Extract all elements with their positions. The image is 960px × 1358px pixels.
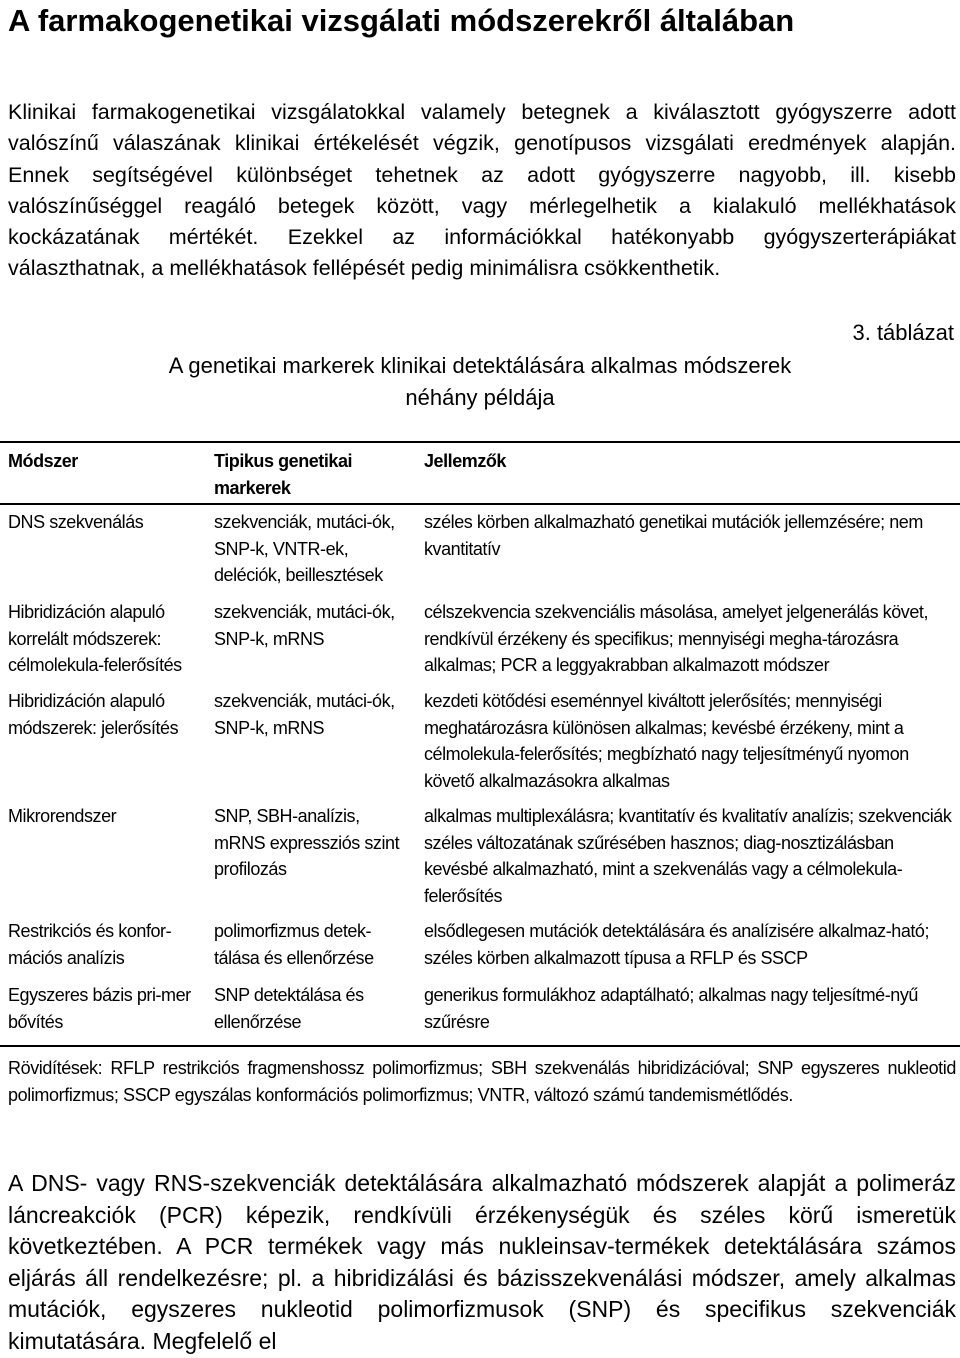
cell-method: DNS szekvenálás	[8, 512, 144, 532]
cell-method: Restrikciós és konfor-mációs analízis	[8, 921, 172, 968]
cell-features: elsődlegesen mutációk detektálására és analízisére alkalmaz-ható; széles körben alkalmazott típusa a RFLP és SSCP	[424, 921, 930, 968]
closing-paragraph: A DNS- vagy RNS-szekvenciák detektálására alkalmazható módszerek alapját a polimeráz láncreakciók (PCR) képezik, rendkívüli érzékenységük és széles körű ismeretük következtében. A PCR termékek vagy más nukleinsav-termékek detektálására számos eljárás áll rendelkezésre; pl. a hibridizálási és bázisszekvenálási módszer, amely alkalmas mutációk, egyszeres nukleotid polimorfizmusok (SNP) és specifikus szekvenciák kimutatására. Megfelelő el	[8, 1170, 956, 1354]
table-title-line2: néhány példája	[405, 385, 555, 410]
cell-method: Mikrorendszer	[8, 806, 117, 826]
table-bottom-rule	[0, 1045, 960, 1047]
header-markers: Tipikus genetikai markerek	[214, 451, 353, 498]
section-heading: A farmakogenetikai vizsgálati módszerekről általában	[8, 3, 795, 38]
table-top-rule	[0, 441, 960, 443]
table-title-line1: A genetikai markerek klinikai detektálására alkalmas módszerek	[168, 353, 792, 378]
table-abbreviations: Rövidítések: RFLP restrikciós fragmenshossz polimorfizmus; SBH szekvenálás hibridizációval; SNP egyszeres nukleotid polimorfizmus; SSCP egyszálas konformációs polimorfizmus; VNTR, változó számú tandemismétlődés.	[8, 1058, 956, 1105]
cell-features: széles körben alkalmazható genetikai mutációk jellemzésére; nem kvantitatív	[424, 512, 923, 559]
table-header-rule	[0, 503, 960, 505]
cell-features: kezdeti kötődési eseménnyel kiváltott jelerősítés; mennyiségi meghatározásra különösen alkalmas; kevésbé érzékeny, mint a célmolekula-felerősítés; megbízható nagy teljesítményű nyomon követő alkalmazásokra alkalmas	[424, 691, 909, 791]
cell-markers: SNP, SBH-analízis, mRNS expressziós szint profilozás	[214, 806, 400, 879]
cell-features: alkalmas multiplexálásra; kvantitatív és kvalitatív analízis; szekvenciák széles változatának szűrésében hasznos; diag-nosztizálásban kevésbé alkalmazható, mint a szekvenálás vagy a célmolekula-felerősítés	[424, 806, 952, 906]
header-features: Jellemzők	[424, 451, 506, 471]
table-number: 3. táblázat	[852, 320, 954, 345]
cell-method: Hibridizáción alapuló módszerek: jelerősítés	[8, 691, 179, 738]
cell-markers: szekvenciák, mutáci-ók, SNP-k, mRNS	[214, 691, 395, 738]
cell-markers: szekvenciák, mutáci-ók, SNP-k, mRNS	[214, 602, 395, 649]
intro-paragraph: Klinikai farmakogenetikai vizsgálatokkal valamely betegnek a kiválasztott gyógyszerre adott valószínű válaszának klinikai értékelését végzik, genotípusos vizsgálati eredmények alapján. Ennek segítségével különbséget tehetnek az adott gyógyszerre nagyobb, ill. kisebb valószínűséggel reagáló betegek között, vagy mérlegelhetik a kialakuló mellékhatások kockázatának mértékét. Ezekkel az információkkal hatékonyabb gyógyszerterápiákat választhatnak, a mellékhatások fellépését pedig minimálisra csökkenthetik.	[8, 100, 956, 281]
cell-markers: SNP detektálása és ellenőrzése	[214, 985, 364, 1032]
cell-markers: polimorfizmus detek-tálása és ellenőrzése	[214, 921, 374, 968]
cell-method: Hibridizáción alapuló korrelált módszerek: célmolekula-felerősítés	[8, 602, 182, 675]
header-method: Módszer	[8, 451, 78, 471]
cell-features: generikus formulákhoz adaptálható; alkalmas nagy teljesítmé-nyű szűrésre	[424, 985, 918, 1032]
cell-markers: szekvenciák, mutáci-ók, SNP-k, VNTR-ek, deléciók, beillesztések	[214, 512, 395, 585]
table-caption	[0, 350, 960, 414]
cell-method: Egyszeres bázis pri-mer bővítés	[8, 985, 191, 1032]
cell-features: célszekvencia szekvenciális másolása, amelyet jelgenerálás követ, rendkívül érzékeny és specifikus; mennyiségi megha-tározásra alkalmas; PCR a leggyakrabban alkalmazott módszer	[424, 602, 929, 675]
